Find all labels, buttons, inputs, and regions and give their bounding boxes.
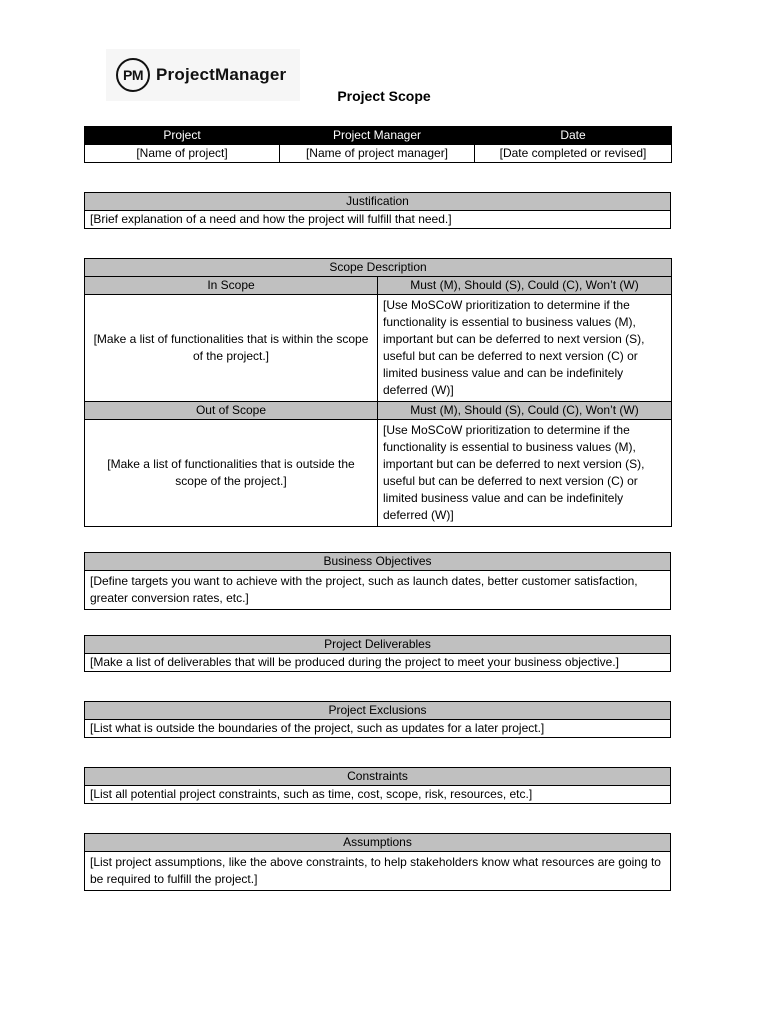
- exclusions-table: [84, 701, 671, 738]
- info-value-row: [85, 145, 672, 163]
- assumptions-header: Assumptions: [85, 834, 671, 852]
- logo-wordmark: ProjectManager: [156, 65, 287, 84]
- constraints-text[interactable]: [List all potential project constraints, such as time, cost, scope, risk, resources, etc.]: [85, 786, 671, 804]
- business-objectives-table: [84, 552, 671, 610]
- justification-header: Justification: [85, 193, 671, 211]
- justification-table: [84, 192, 671, 229]
- in-scope-header: In Scope: [85, 277, 378, 295]
- date-header: Date: [475, 127, 672, 145]
- date-cell[interactable]: [Date completed or revised]: [475, 145, 672, 163]
- info-header-row: [85, 127, 672, 145]
- out-of-scope-priority-text[interactable]: [Use MoSCoW prioritization to determine if the functionality is essential to business values (M), important but can be deferred to next version (S), useful but can be deferred to next version (C) or limited business value and can be indefinitely deferred (W)]: [378, 420, 672, 527]
- out-of-scope-text[interactable]: [Make a list of functionalities that is outside the scope of the project.]: [85, 420, 378, 527]
- project-header: Project: [85, 127, 280, 145]
- business-objectives-header: Business Objectives: [85, 553, 671, 571]
- in-scope-priority-header: Must (M), Should (S), Could (C), Won’t (W): [378, 277, 672, 295]
- page-title: Project Scope: [337, 88, 431, 104]
- pm-logo-icon: PM: [116, 58, 150, 92]
- justification-text[interactable]: [Brief explanation of a need and how the project will fulfill that need.]: [85, 211, 671, 229]
- business-objectives-text[interactable]: [Define targets you want to achieve with the project, such as launch dates, better customer satisfaction, greater conversion rates, etc.]: [85, 571, 671, 610]
- scope-description-header: Scope Description: [85, 259, 672, 277]
- out-of-scope-priority-header: Must (M), Should (S), Could (C), Won’t (W): [378, 402, 672, 420]
- deliverables-table: [84, 635, 671, 672]
- exclusions-header: Project Exclusions: [85, 702, 671, 720]
- project-info-table: [84, 126, 672, 163]
- deliverables-header: Project Deliverables: [85, 636, 671, 654]
- project-manager-cell[interactable]: [Name of project manager]: [280, 145, 475, 163]
- assumptions-table: [84, 833, 671, 891]
- constraints-header: Constraints: [85, 768, 671, 786]
- exclusions-text[interactable]: [List what is outside the boundaries of the project, such as updates for a later project.]: [85, 720, 671, 738]
- in-scope-text[interactable]: [Make a list of functionalities that is within the scope of the project.]: [85, 295, 378, 402]
- assumptions-text[interactable]: [List project assumptions, like the above constraints, to help stakeholders know what resources are going to be required to fulfill the project.]: [85, 852, 671, 891]
- constraints-table: [84, 767, 671, 804]
- deliverables-text[interactable]: [Make a list of deliverables that will be produced during the project to meet your business objective.]: [85, 654, 671, 672]
- in-scope-priority-text[interactable]: [Use MoSCoW prioritization to determine if the functionality is essential to business values (M), important but can be deferred to next version (S), useful but can be deferred to next version (C) or limited business value and can be indefinitely deferred (W)]: [378, 295, 672, 402]
- out-of-scope-header: Out of Scope: [85, 402, 378, 420]
- project-name-cell[interactable]: [Name of project]: [85, 145, 280, 163]
- scope-description-table: [84, 258, 672, 527]
- project-manager-header: Project Manager: [280, 127, 475, 145]
